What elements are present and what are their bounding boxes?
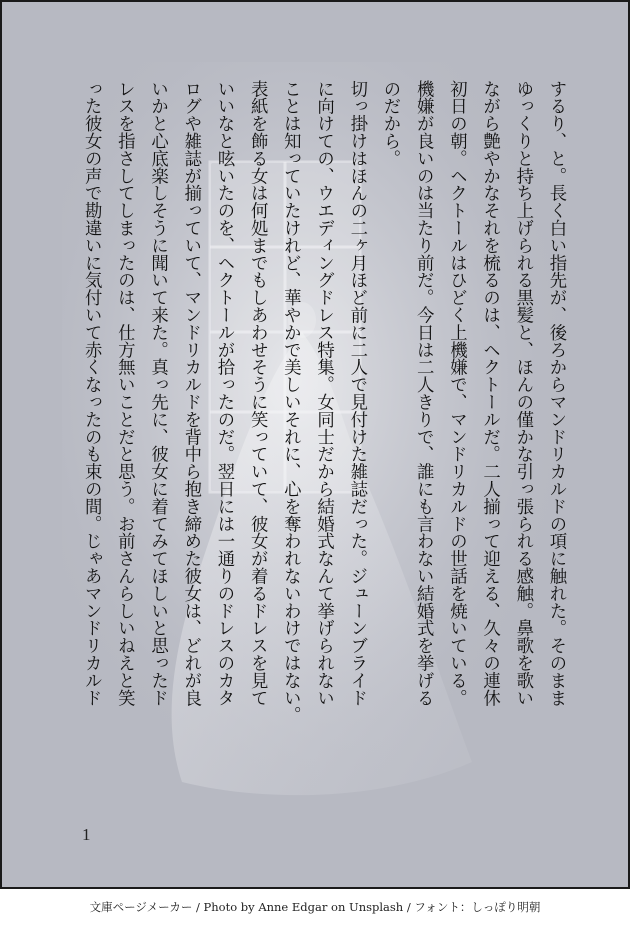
text-line: ながら艶やかなそれを梳るのは、ヘクトールだ。二人揃って迎える、久々の連休	[479, 80, 500, 707]
text-line: いいなと呟いたのを、ヘクトールが拾ったのだ。翌日には一通りのドレスのカタ	[213, 80, 234, 707]
text-line: 機嫌が良いのは当たり前だ。今日は二人きりで、誰にも言わない結婚式を挙げる	[413, 80, 434, 707]
text-line: 切っ掛けはほんの二ヶ月ほど前に二人で見付けた雑誌だった。ジューンブライド	[346, 80, 367, 707]
text-line: のだから。	[379, 80, 400, 167]
text-line: 初日の朝。ヘクトールはひどく上機嫌で、マンドリカルドの世話を焼いている。	[446, 80, 467, 707]
text-line: ことは知っていたけれど、華やかで美しいそれに、心を奪われないわけではない。	[280, 80, 301, 724]
text-line: いかと心底楽しそうに聞いて来た。真っ先に、彼女に着てみてほしいと思ったド	[147, 80, 168, 707]
text-line: ログや雑誌が揃っていて、マンドリカルドを背中ら抱き締めた彼女は、どれが良	[180, 80, 201, 707]
text-line: に向けての、ウエディングドレス特集。女同士だから結婚式なんて挙げられない	[313, 80, 334, 707]
text-line: ゆっくりと持ち上げられる黒髪と、ほんの僅かな引っ張られる感触。鼻歌を歌い	[512, 80, 533, 707]
credit-footer: 文庫ページメーカー / Photo by Anne Edgar on Unsplash / フォント：しっぽり明朝	[89, 900, 541, 914]
text-line: った彼女の声で勘違いに気付いて赤くなったのも束の間。じゃあマンドリカルド	[81, 80, 102, 707]
page-number: 1	[82, 825, 91, 844]
text-line: 表紙を飾る女は何処までもしあわせそうに笑っていて、彼女が着るドレスを見て	[247, 80, 268, 707]
text-line: するり、と。長く白い指先が、後ろからマンドリカルドの項に触れた。そのまま	[546, 80, 566, 707]
vertical-body-text	[74, 80, 572, 820]
text-line: レスを指さしてしまったのは、仕方無いことだと思う。お前さんらしいねえと笑	[114, 80, 135, 707]
